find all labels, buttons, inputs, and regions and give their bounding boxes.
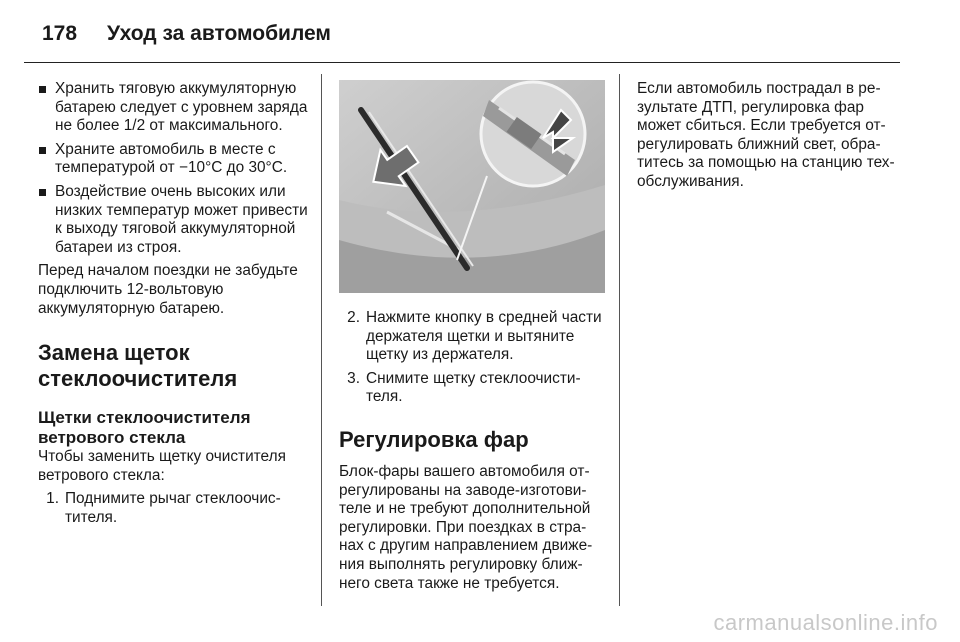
bullet-item: Храните автомобиль в месте с температурой от −10°C до 30°C. <box>38 141 308 178</box>
page-header <box>42 14 331 54</box>
column-right <box>637 80 902 197</box>
step-item <box>339 309 605 365</box>
paragraph: Перед началом поездки не забудьте подключить 12-вольтовую аккумуляторную батарею. <box>38 262 298 317</box>
section-title: Замена щеток стеклоочистителя <box>38 340 238 392</box>
header-rule <box>24 62 900 63</box>
column-divider <box>321 74 322 606</box>
watermark: carmanualsonline.info <box>713 610 938 635</box>
section-title: Регулировка фар <box>339 426 529 452</box>
page-number: 178 <box>42 22 78 45</box>
bullet-list <box>38 80 308 257</box>
step-number: 1. <box>46 490 59 508</box>
bullet-item: Хранить тяговую аккумуляторную батарею следует с уровнем заряда не более 1/2 от максимального. <box>38 80 308 136</box>
column-left <box>38 80 308 533</box>
subsection-title: Щетки стеклоочистителя ветрового стекла <box>38 408 251 448</box>
paragraph: Если автомобиль пострадал в результате ДТП, регулировка фар может сбиться. Если требуется отрегулировать ближний свет, обратитесь за помощью на станцию техобслуживания. <box>637 80 895 190</box>
step-number: 3. <box>347 369 360 387</box>
page-title: Уход за автомобилем <box>107 22 331 45</box>
step-item <box>38 490 308 527</box>
step-text: Снимите щетку стеклоочистителя. <box>366 369 581 406</box>
step-item <box>339 370 605 407</box>
bullet-item: Воздействие очень высоких или низких температур может привести к выходу тяговой аккумуляторной батареи из строя. <box>38 183 308 257</box>
paragraph: Блок-фары вашего автомобиля отрегулированы на заводе-изготовителе и не требуют дополнительной регулировки. При поездках в странах с другим направлением движения выполнять регулировку ближнего света также не требуется. <box>339 462 593 592</box>
step-list <box>38 490 308 527</box>
column-divider <box>619 74 620 606</box>
wiper-illustration <box>339 80 605 293</box>
step-list <box>339 309 605 407</box>
step-text: Нажмите кнопку в средней части держателя щетки и вытяните щетку из держателя. <box>366 309 602 364</box>
column-middle <box>339 80 605 598</box>
step-text: Поднимите рычаг стеклоочистителя. <box>65 490 281 526</box>
step-number: 2. <box>347 309 360 326</box>
intro-text: Чтобы заменить щетку очистителя ветрового стекла: <box>38 448 286 484</box>
